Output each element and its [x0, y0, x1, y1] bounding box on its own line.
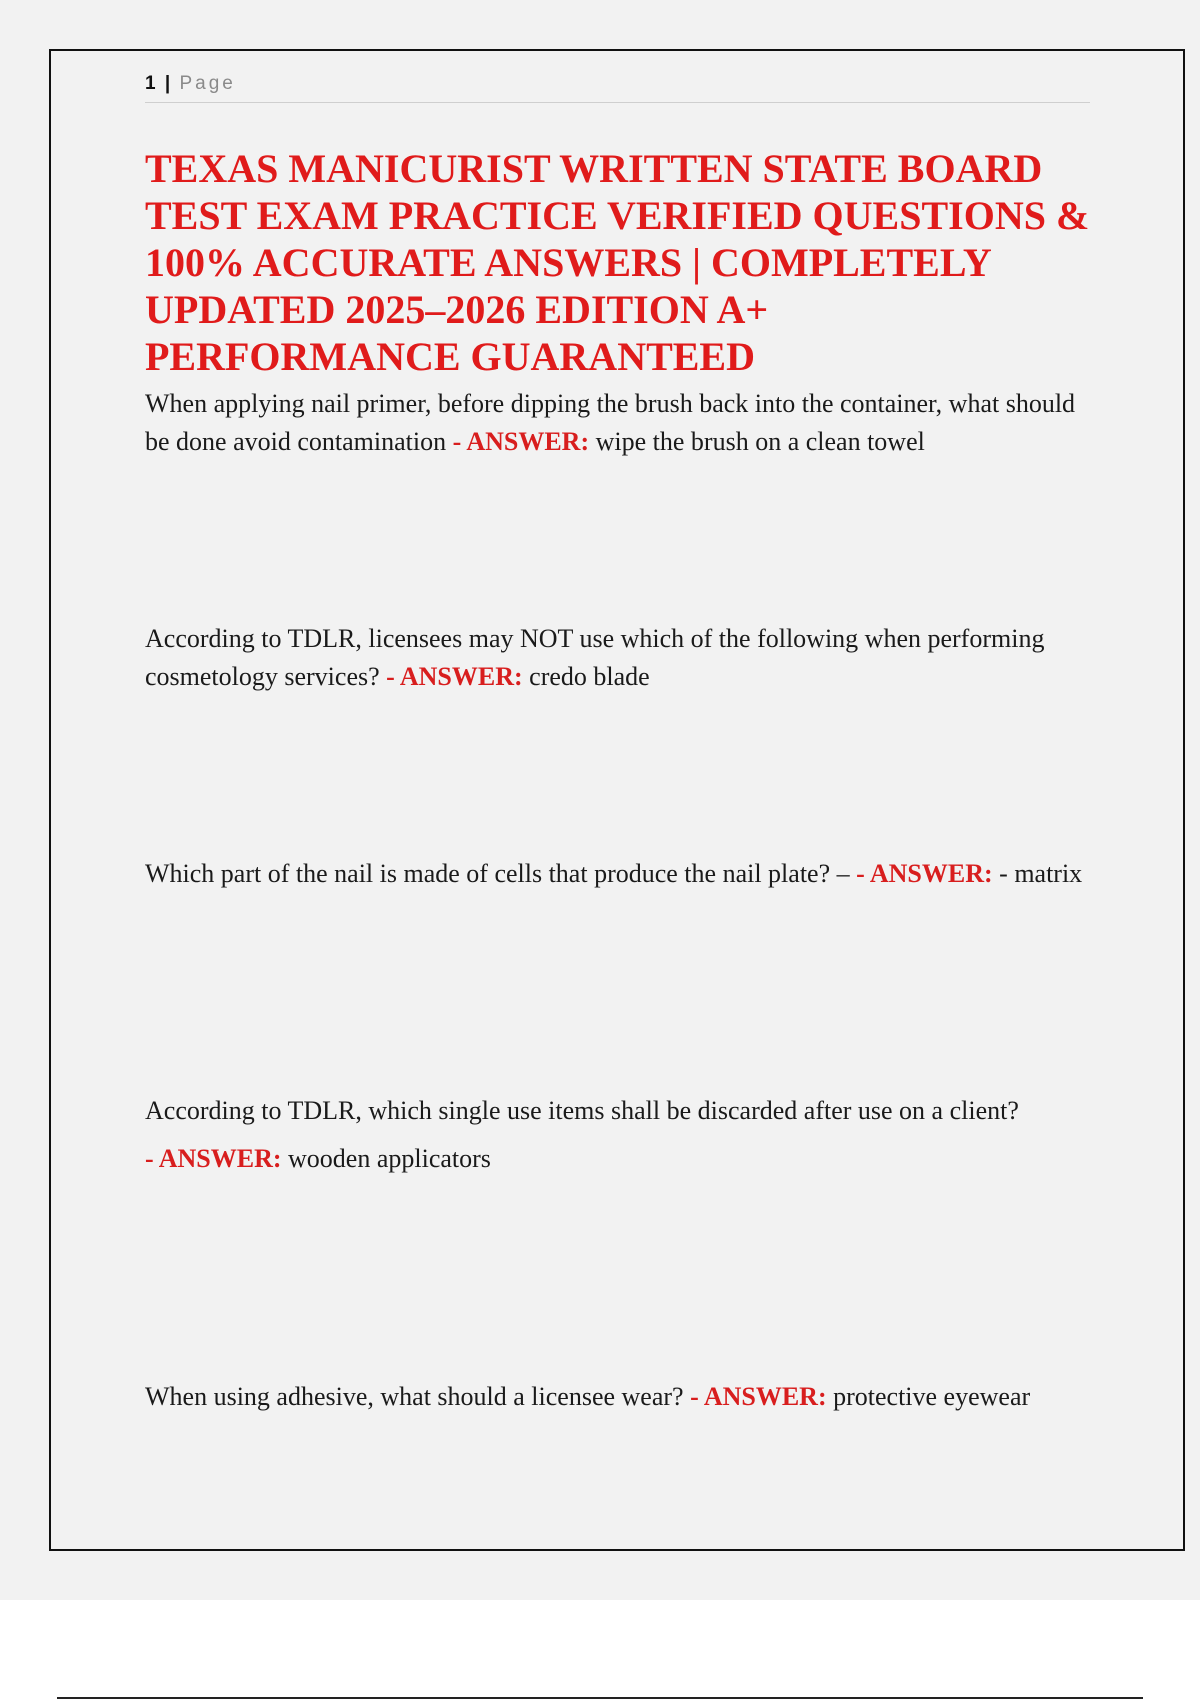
question-text: When using adhesive, what should a licensee wear?: [145, 1382, 684, 1411]
answer-text: wooden applicators: [288, 1144, 491, 1173]
qa-item: [145, 1092, 1090, 1178]
qa-item: [145, 1378, 1090, 1416]
document-title: TEXAS MANICURIST WRITTEN STATE BOARD TEST EXAM PRACTICE VERIFIED QUESTIONS & 100% ACCURATE ANSWERS | COMPLETELY UPDATED 2025–2026 EDITION A+ PERFORMANCE GUARANTEED: [145, 146, 1090, 379]
next-page-top-rule: [57, 1697, 1143, 1699]
answer-label: - ANSWER:: [856, 859, 993, 888]
answer-label: - ANSWER:: [452, 427, 590, 456]
question-text: According to TDLR, licensees may NOT use which of the following when performing cosmetology services?: [145, 624, 1045, 691]
qa-item: [145, 385, 1090, 461]
answer-label: - ANSWER:: [690, 1382, 827, 1411]
qa-item: [145, 855, 1090, 893]
page-separator: |: [164, 73, 171, 94]
answer-label: - ANSWER:: [145, 1144, 282, 1173]
answer-text: - matrix: [999, 859, 1083, 888]
answer-text: protective eyewear: [833, 1382, 1031, 1411]
question-text: When applying nail primer, before dipping the brush back into the container, what should be done avoid contamination: [145, 389, 1076, 456]
page-header: [145, 70, 1090, 103]
page-number: 1: [145, 73, 156, 94]
answer-line: [145, 1140, 491, 1178]
qa-item: [145, 620, 1090, 696]
question-text: According to TDLR, which single use items shall be discarded after use on a client?: [145, 1096, 1019, 1125]
answer-text: credo blade: [529, 662, 650, 691]
page-label: Page: [179, 73, 236, 94]
answer-text: wipe the brush on a clean towel: [595, 427, 925, 456]
question-text: Which part of the nail is made of cells that produce the nail plate? –: [145, 859, 850, 888]
answer-label: - ANSWER:: [386, 662, 523, 691]
